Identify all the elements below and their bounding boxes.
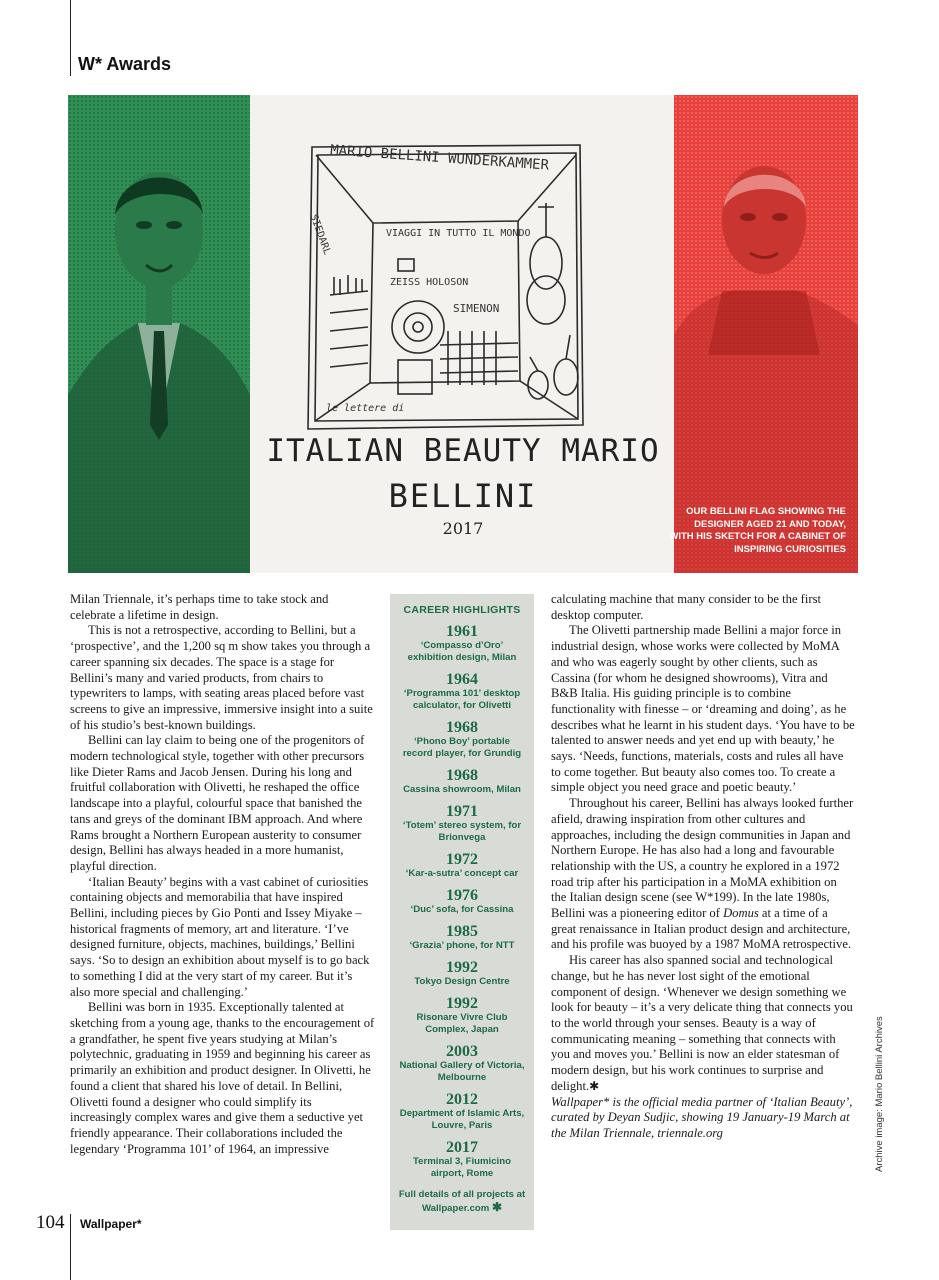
highlight-year: 1961 bbox=[446, 623, 478, 640]
sketch-year: 2017 bbox=[442, 519, 484, 538]
highlight-text: ‘Programma 101’ desktop calculator, for Olivetti bbox=[403, 688, 521, 711]
highlight-year: 1964 bbox=[446, 671, 478, 688]
partner-note-text: Wallpaper* is the official media partner of ‘Italian Beauty’, curated by Deyan Sudjic, showing 19 January-19 March at the Milan Triennale, triennale.org bbox=[551, 1094, 853, 1140]
section-title: W* Awards bbox=[78, 54, 172, 74]
highlight-text: Terminal 3, Fiumicino airport, Rome bbox=[413, 1156, 511, 1179]
highlight-text: ‘Compasso d’Oro’ exhibition design, Milan bbox=[407, 640, 517, 663]
article-paragraph: Bellini can lay claim to being one of the progenitors of modern technological style, together with other precursors like Dieter Rams and Jacob Jensen. During his long and fruitful collaboration with Olivetti, he reshaped the office landscape into a playful, colourful space that banished the tans and greys of the dominant IBM approach. And where Rams brought a Northern European austerity to consumer design, Bellini has always headed in a more humanist, playful direction. bbox=[70, 733, 365, 873]
highlight-text: ‘Kar-a-sutra’ concept car bbox=[405, 868, 519, 879]
highlight-item bbox=[390, 887, 534, 916]
article-paragraph: Milan Triennale, it’s perhaps time to take stock and celebrate a lifetime in design. bbox=[70, 592, 329, 622]
end-star-icon: ✱ bbox=[589, 1078, 600, 1093]
partner-note bbox=[551, 1095, 855, 1142]
image-caption: OUR BELLINI FLAG SHOWING THE DESIGNER AGED 21 AND TODAY, WITH HIS SKETCH FOR A CABINET OF INSPIRING CURIOSITIES bbox=[669, 506, 846, 555]
highlight-year: 1968 bbox=[446, 767, 478, 784]
highlight-text: National Gallery of Victoria, Melbourne bbox=[399, 1060, 525, 1083]
highlight-year: 1976 bbox=[446, 887, 478, 904]
highlight-text: Risonare Vivre Club Complex, Japan bbox=[416, 1012, 508, 1035]
highlight-item bbox=[390, 959, 534, 988]
highlight-text: ‘Phono Boy’ portable record player, for Grundig bbox=[402, 736, 522, 759]
article-paragraph bbox=[551, 796, 855, 953]
highlight-year: 1992 bbox=[446, 959, 478, 976]
highlight-text: ‘Totem’ stereo system, for Brionvega bbox=[402, 820, 522, 843]
highlight-item bbox=[390, 923, 534, 952]
article-text: Throughout his career, Bellini has always looked further afield, drawing inspiration from other cultures and approaches, including the design communities in Japan and Northern Europe. He has also had a long and favourable relationship with the US, a country he explored in a 1972 road trip after his participation in a MoMA exhibition on the Italian design scene (see W*199). In the late 1980s, Bellini was a pioneering editor of bbox=[551, 796, 854, 921]
sketch-note: SIMENON bbox=[453, 302, 500, 315]
highlight-item bbox=[390, 851, 534, 880]
highlight-year: 1971 bbox=[446, 803, 478, 820]
highlight-year: 1992 bbox=[446, 995, 478, 1012]
article-paragraph: The Olivetti partnership made Bellini a major force in industrial design, whose works were collected by MoMA and who was eagerly sought by other clients, such as Cassina (for whom he designed showrooms), Vitra and B&B Italia. His guiding principle is to combine functionality with finesse – or ‘dreaming and doing’, as he describes what he learnt in his student days. ‘You have to be talented to answer needs and yet end up with beauty,’ he says. ‘Needs, functions, materials, costs and rules all have to come together. But beauty also comes too. To create a simple object you need grace and poetic beauty.’ bbox=[551, 623, 855, 795]
highlight-year: 1968 bbox=[446, 719, 478, 736]
article-paragraph: ‘Italian Beauty’ begins with a vast cabinet of curiosities containing objects and memorabilia that have inspired Bellini, including pieces by Gio Ponti and Issey Miyake – historical fragments of memory, art and literature. ‘I’ve designed furniture, objects, machines, buildings,’ Bellini says. ‘So to design an exhibition about myself is to go back to something I did at the very start of my career. But it’s also more special and challenging.’ bbox=[70, 874, 370, 999]
sketch-banner: MARIO BELLINI WUNDERKAMMER bbox=[329, 142, 550, 174]
sketch-name: BELLINI bbox=[388, 477, 538, 515]
highlight-year: 2003 bbox=[446, 1043, 478, 1060]
highlight-item bbox=[390, 1139, 534, 1180]
highlight-text: Department of Islamic Arts, Louvre, Paris bbox=[399, 1108, 525, 1131]
wallpaper-star-icon: ✱ bbox=[491, 1200, 503, 1214]
article-paragraph: This is not a retrospective, according to Bellini, but a ‘prospective’, and the 1,200 sq m show takes you through a career spanning six decades. The space is a stage for Bellini’s many and varied products, from chairs to typewriters to lamps, with seating areas placed before vast screens to give an impressive, immersive insight into a suite of his studio’s best-known buildings. bbox=[70, 623, 373, 732]
highlight-item bbox=[390, 719, 534, 760]
highlight-text: Cassina showroom, Milan bbox=[403, 784, 521, 795]
highlight-item bbox=[390, 1043, 534, 1084]
top-rule bbox=[70, 0, 71, 76]
highlight-item bbox=[390, 803, 534, 844]
highlight-item bbox=[390, 767, 534, 796]
article-paragraph: Bellini was born in 1935. Exceptionally talented at sketching from a young age, thanks to the encouragement of a grandfather, he spent five years studying at Milan’s polytechnic, graduating in 1959 and beginning his career as primarily an exhibition and product designer. In Olivetti, he found a client that shared his love of detail. In Bellini, Olivetti found a designer who could simplify its increasingly complex wares and give them a seductive yet friendly appearance. Their collaborations included the legendary ‘Programma 101’ of 1964, an impressive bbox=[70, 1000, 375, 1156]
sketch-note: SIEDARL bbox=[307, 213, 333, 257]
article-column-1 bbox=[70, 592, 375, 1157]
hero-image bbox=[68, 95, 858, 573]
highlight-year: 2017 bbox=[446, 1139, 478, 1156]
highlight-item bbox=[390, 1091, 534, 1132]
sketch-note: le lettere di bbox=[326, 403, 405, 414]
bottom-rule bbox=[70, 1214, 71, 1280]
image-credit: Archive image: Mario Bellini Archives bbox=[874, 1016, 885, 1172]
highlight-year: 2012 bbox=[446, 1091, 478, 1108]
article-text: at a time of a great renaissance in Italian product design and architecture, and his profile was buoyed by a 1987 MoMA retrospective. bbox=[551, 906, 852, 952]
sketch-title: ITALIAN BEAUTY MARIO bbox=[266, 433, 660, 469]
highlight-text: ‘Grazia’ phone, for NTT bbox=[409, 940, 515, 951]
highlight-item bbox=[390, 995, 534, 1036]
article-paragraph: calculating machine that many consider to be the first desktop computer. bbox=[551, 592, 821, 622]
article-paragraph bbox=[551, 953, 855, 1094]
career-highlights-box bbox=[390, 594, 534, 1230]
present-portrait-illustration bbox=[674, 95, 858, 573]
highlight-text: ‘Duc’ sofa, for Cassina bbox=[410, 904, 514, 915]
footer-link-text[interactable]: Full details of all projects at Wallpaper.com bbox=[398, 1189, 526, 1214]
article-column-2 bbox=[551, 592, 855, 1142]
magazine-name: Wallpaper* bbox=[80, 1217, 142, 1231]
highlight-year: 1972 bbox=[446, 851, 478, 868]
page-number: 104 bbox=[36, 1212, 65, 1233]
highlight-year: 1985 bbox=[446, 923, 478, 940]
career-highlights-heading: CAREER HIGHLIGHTS bbox=[403, 604, 521, 616]
sketch-note: VIAGGI IN TUTTO IL MONDO bbox=[386, 228, 531, 239]
article-text: His career has also spanned social and technological change, but he has never lost sight of the emotional component of design. ‘Whenever we design something we look for beauty – it’s a very delicate thing that connects you to the world through your senses. Beauty is a way of communicating meaning – something that connects with you and moves you.’ Bellini is now an elder statesman of modern design, but his work continues to surprise and delight. bbox=[551, 953, 853, 1093]
career-highlights-footer bbox=[390, 1189, 534, 1215]
highlight-text: Tokyo Design Centre bbox=[414, 976, 510, 987]
sketch-note: ZEISS HOLOSON bbox=[390, 277, 469, 288]
highlight-item bbox=[390, 623, 534, 664]
highlight-item bbox=[390, 671, 534, 712]
magazine-title-domus: Domus bbox=[723, 906, 759, 921]
